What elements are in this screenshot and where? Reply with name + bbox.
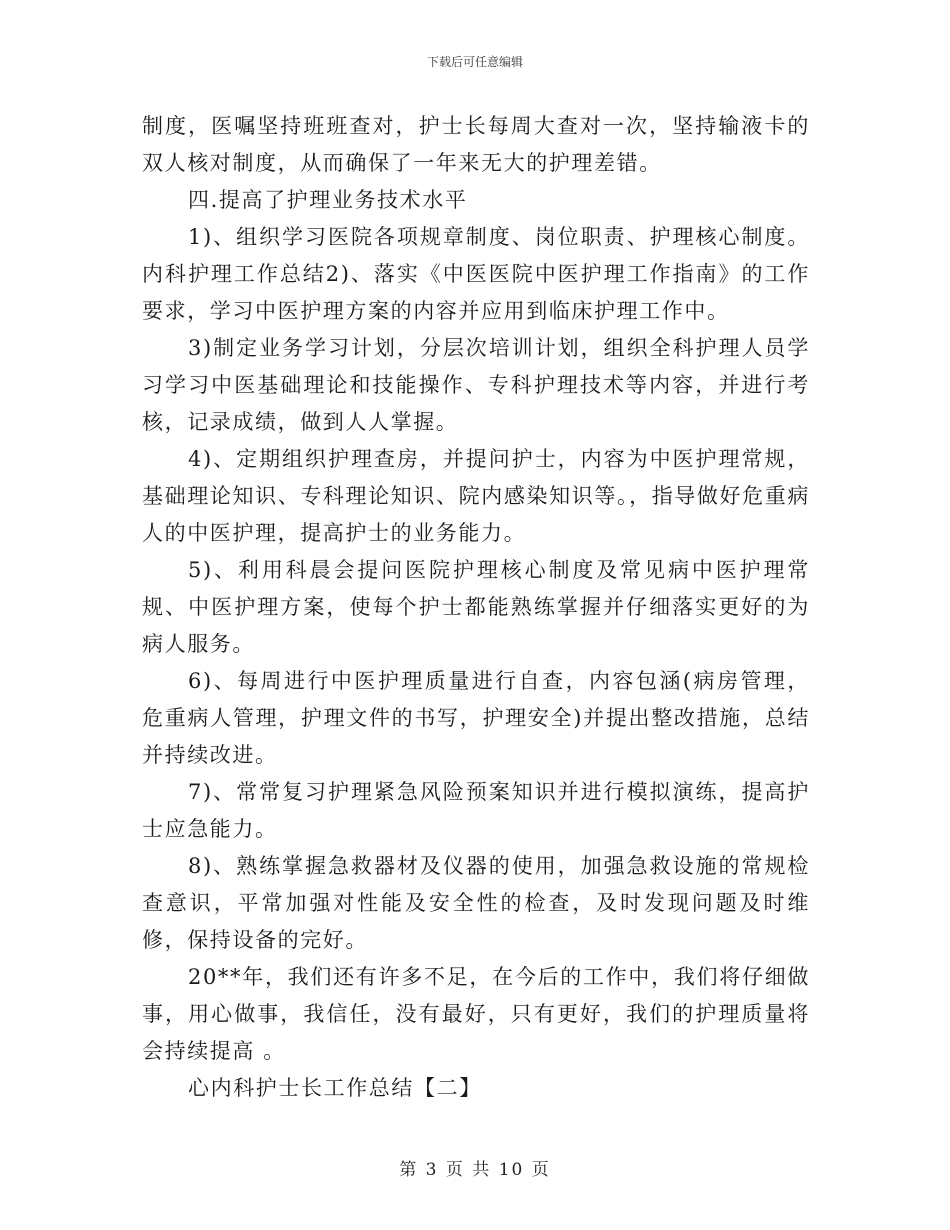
paragraph-1: 制度，医嘱坚持班班查对，护士长每周大查对一次，坚持输液卡的双人核对制度，从而确保了一年来无大的护理差错。 xyxy=(142,114,810,175)
paragraph-item-8: 8)、熟练掌握急救器材及仪器的使用，加强急救设施的常规检查意识，平常加强对性能及安全性的检查，及时发现问题及时维修，保持设备的完好。 xyxy=(142,854,810,952)
paragraph-item-7: 7)、常常复习护理紧急风险预案知识并进行模拟演练，提高护士应急能力。 xyxy=(142,780,810,841)
paragraph-item-6: 6)、每周进行中医护理质量进行自查，内容包涵(病房管理，危重病人管理，护理文件的书写，护理安全)并提出整改措施，总结并持续改进。 xyxy=(142,669,810,767)
page-footer: 第 3 页 共 10 页 xyxy=(399,1160,551,1180)
paragraph-item-1-2: 1)、组织学习医院各项规章制度、岗位职责、护理核心制度。内科护理工作总结2)、落实《中医医院中医护理工作指南》的工作要求，学习中医护理方案的内容并应用到临床护理工作中。 xyxy=(142,225,810,323)
paragraph-item-5: 5)、利用科晨会提问医院护理核心制度及常见病中医护理常规、中医护理方案，使每个护士都能熟练掌握并仔细落实更好的为病人服务。 xyxy=(142,558,810,656)
section-title-2: 心内科护士长工作总结【二】 xyxy=(188,1076,482,1100)
page-header: 下载后可任意编辑 xyxy=(426,55,523,69)
paragraph-item-4: 4)、定期组织护理查房，并提问护士，内容为中医护理常规，基础理论知识、专科理论知识、院内感染知识等。，指导做好危重病人的中医护理，提高护士的业务能力。 xyxy=(142,447,810,545)
document-body xyxy=(142,108,810,1107)
section-heading: 四.提高了护理业务技术水平 xyxy=(188,188,468,212)
paragraph-item-3: 3)制定业务学习计划，分层次培训计划，组织全科护理人员学习学习中医基础理论和技能操作、专科护理技术等内容，并进行考核，记录成绩，做到人人掌握。 xyxy=(142,336,810,434)
paragraph-conclusion: 20**年，我们还有许多不足，在今后的工作中，我们将仔细做事，用心做事，我信任，没有最好，只有更好，我们的护理质量将会持续提高 。 xyxy=(142,965,810,1063)
